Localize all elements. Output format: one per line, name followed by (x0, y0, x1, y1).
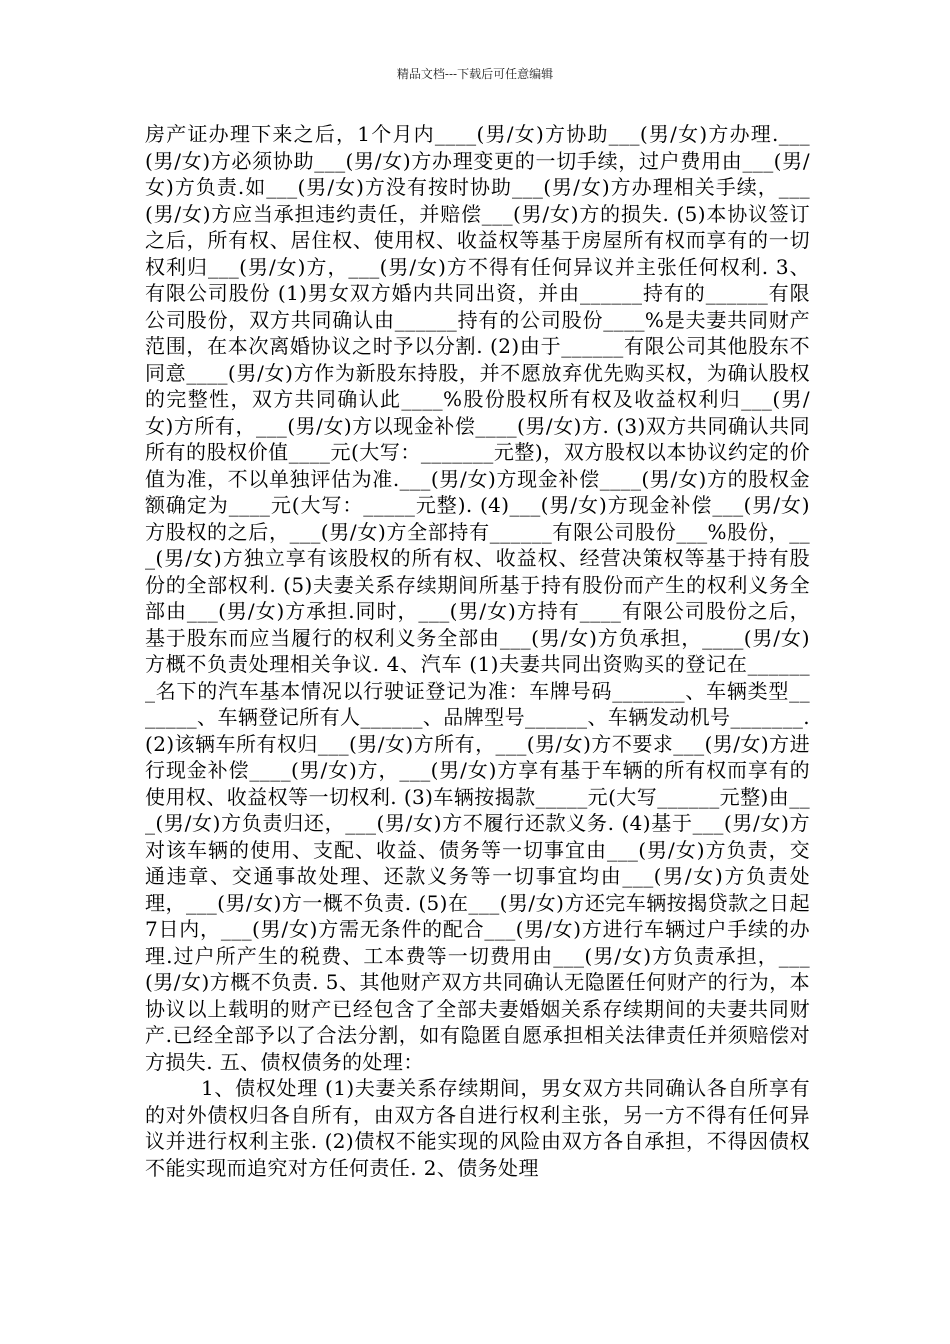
paragraph-property-shares-vehicle: 房产证办理下来之后，1个月内____(男/女)方协助___(男/女)方办理.___(男/女)方必须协助___(男/女)方办理变更的一切手续，过户费用由___(男/女)方负责.如___(男/女)方没有按时协助___(男/女)方办理相关手续，___(男/女)方应当承担违约责任，并赔偿___(男/女)方的损失. (5)本协议签订之后，所有权、居住权、使用权、收益权等基于房屋所有权而享有的一切权利归___(男/女)方，___(男/女)方不得有任何异议并主张任何权利. 3、有限公司股份 (1)男女双方婚内共同出资，并由______持有的______有限公司股份，双方共同确认由______持有的公司股份____%是夫妻共同财产范围，在本次离婚协议之时予以分割. (2)由于______有限公司其他股东不同意____(男/女)方作为新股东持股，并不愿放弃优先购买权，为确认股权的完整性，双方共同确认此____%股份股权所有权及收益权利归___(男/女)方所有，___(男/女)方以现金补偿____(男/女)方. (3)双方共同确认共同所有的股权价值____元(大写：_______元整)，双方股权以本协议约定的价值为准，不以单独评估为准.___(男/女)方现金补偿____(男/女)方的股权金额确定为____元(大写：_____元整). (4)___(男/女)方现金补偿___(男/女)方股权的之后，___(男/女)方全部持有______有限公司股份___%股份，___(男/女)方独立享有该股权的所有权、收益权、经营决策权等基于持有股份的全部权利. (5)夫妻关系存续期间所基于持有股份而产生的权利义务全部由___(男/女)方承担.同时，___(男/女)方持有____有限公司股份之后，基于股东而应当履行的权利义务全部由___(男/女)方负承担，____(男/女)方概不负责处理相关争议. 4、汽车 (1)夫妻共同出资购买的登记在_______名下的汽车基本情况以行驶证登记为准：车牌号码_______、车辆类型_______、车辆登记所有人______、品牌型号______、车辆发动机号_______. (2)该辆车所有权归___(男/女)方所有，___(男/女)方不要求___(男/女)方进行现金补偿____(男/女)方，___(男/女)方享有基于车辆的所有权而享有的使用权、收益权等一切权利. (3)车辆按揭款_____元(大写______元整)由___(男/女)方负责归还，___(男/女)方不履行还款义务. (4)基于___(男/女)方对该车辆的使用、支配、收益、债务等一切事宜由___(男/女)方负责，交通违章、交通事故处理、还款义务等一切事宜均由___(男/女)方负责处理，___(男/女)方一概不负责. (5)在___(男/女)方还完车辆按揭贷款之日起7日内，___(男/女)方需无条件的配合___(男/女)方进行车辆过户手续的办理.过户所产生的税费、工本费等一切费用由___(男/女)方负责承担，___(男/女)方概不负责. 5、其他财产双方共同确认无隐匿任何财产的行为，本协议以上载明的财产已经包含了全部夫妻婚姻关系存续期间的夫妻共同财产.已经全部予以了合法分割，如有隐匿自愿承担相关法律责任并须赔偿对方损失. 五、债权债务的处理： (145, 122, 810, 1074)
document-body (145, 121, 810, 1181)
page-header: 精品文档---下载后可任意编辑 (396, 67, 554, 81)
paragraph-debt-handling: 1、债权处理 (1)夫妻关系存续期间，男女双方共同确认各自所享有的对外债权归各自所有，由双方各自进行权利主张，另一方不得有任何异议并进行权利主张. (2)债权不能实现的风险由双方各自承担，不得因债权不能实现而追究对方任何责任. 2、债务处理 (145, 1076, 810, 1180)
